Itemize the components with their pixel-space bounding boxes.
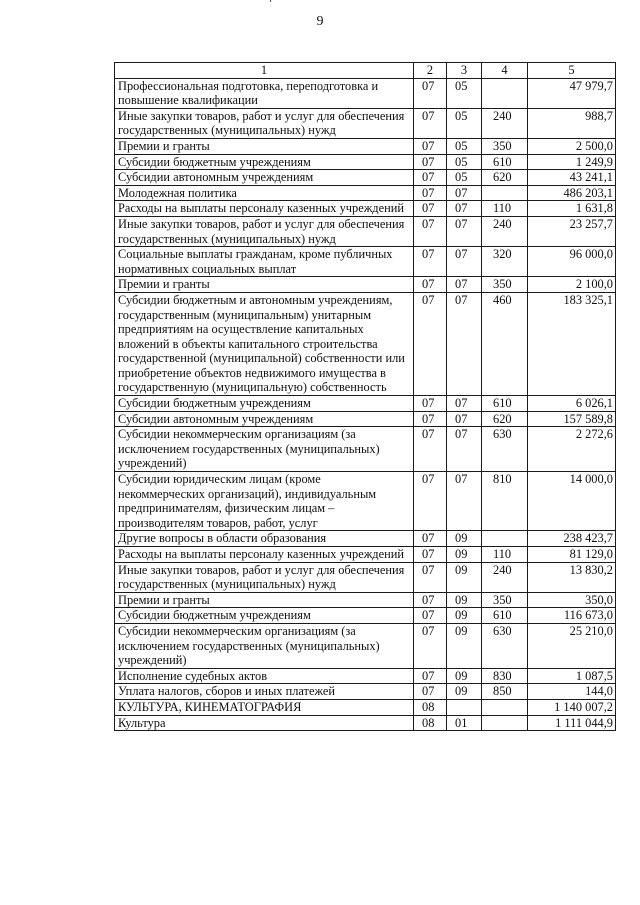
- cell-sum: 1 249,9: [528, 154, 616, 170]
- cell-name: Субсидии автономным учреждениям: [115, 411, 414, 427]
- cell-subsection: 05: [447, 170, 482, 186]
- cell-type: 240: [482, 216, 528, 246]
- table-row: [115, 623, 616, 668]
- cell-name: Субсидии бюджетным учреждениям: [115, 608, 414, 624]
- cell-type: [482, 531, 528, 547]
- cell-section: 07: [414, 562, 447, 592]
- cell-type: 610: [482, 608, 528, 624]
- cell-sum: 96 000,0: [528, 247, 616, 277]
- header-cell-subsection: 3: [447, 63, 482, 79]
- table-row: [115, 608, 616, 624]
- cell-section: 07: [414, 684, 447, 700]
- cell-name: Премии и гранты: [115, 138, 414, 154]
- cell-subsection: 05: [447, 78, 482, 108]
- cell-subsection: 07: [447, 472, 482, 531]
- table-row: [115, 277, 616, 293]
- table-row: [115, 668, 616, 684]
- cell-sum: 2 100,0: [528, 277, 616, 293]
- cell-name: Субсидии бюджетным учреждениям: [115, 396, 414, 412]
- cell-sum: 1 140 007,2: [528, 699, 616, 715]
- cell-name: Культура: [115, 715, 414, 731]
- table-row: [115, 216, 616, 246]
- table-row: [115, 699, 616, 715]
- table-row: [115, 411, 616, 427]
- cell-type: 240: [482, 562, 528, 592]
- header-cell-section: 2: [414, 63, 447, 79]
- table-row: [115, 547, 616, 563]
- cell-section: 08: [414, 715, 447, 731]
- cell-type: 850: [482, 684, 528, 700]
- header-cell-name: 1: [115, 63, 414, 79]
- cell-subsection: 09: [447, 592, 482, 608]
- cell-sum: 144,0: [528, 684, 616, 700]
- table-row: [115, 562, 616, 592]
- scan-mark: [270, 0, 271, 2]
- cell-subsection: 09: [447, 623, 482, 668]
- cell-subsection: 09: [447, 562, 482, 592]
- cell-section: 07: [414, 247, 447, 277]
- cell-sum: 157 589,8: [528, 411, 616, 427]
- table-row: [115, 108, 616, 138]
- table-row: [115, 427, 616, 472]
- page-number: 9: [316, 14, 324, 29]
- cell-sum: 116 673,0: [528, 608, 616, 624]
- cell-sum: 2 500,0: [528, 138, 616, 154]
- table-row: [115, 201, 616, 217]
- cell-type: 630: [482, 427, 528, 472]
- header-row: [115, 63, 616, 79]
- cell-name: Иные закупки товаров, работ и услуг для обеспечения государственных (муниципальных) нужд: [115, 108, 414, 138]
- cell-subsection: 07: [447, 201, 482, 217]
- cell-subsection: [447, 699, 482, 715]
- cell-type: 110: [482, 547, 528, 563]
- table-row: [115, 715, 616, 731]
- cell-sum: 23 257,7: [528, 216, 616, 246]
- table-row: [115, 170, 616, 186]
- cell-name: Расходы на выплаты персоналу казенных учреждений: [115, 547, 414, 563]
- cell-name: Другие вопросы в области образования: [115, 531, 414, 547]
- cell-subsection: 09: [447, 684, 482, 700]
- cell-name: Субсидии некоммерческим организациям (за исключением государственных (муниципальных) учреждений): [115, 427, 414, 472]
- cell-name: Премии и гранты: [115, 592, 414, 608]
- cell-section: 07: [414, 608, 447, 624]
- cell-section: 07: [414, 154, 447, 170]
- cell-type: [482, 715, 528, 731]
- cell-section: 07: [414, 592, 447, 608]
- cell-sum: 6 026,1: [528, 396, 616, 412]
- cell-type: [482, 78, 528, 108]
- cell-section: 07: [414, 427, 447, 472]
- cell-subsection: 09: [447, 608, 482, 624]
- cell-subsection: 07: [447, 185, 482, 201]
- cell-type: 350: [482, 592, 528, 608]
- cell-sum: 14 000,0: [528, 472, 616, 531]
- cell-sum: 183 325,1: [528, 292, 616, 395]
- table-row: [115, 154, 616, 170]
- cell-sum: 1 087,5: [528, 668, 616, 684]
- cell-sum: 81 129,0: [528, 547, 616, 563]
- cell-subsection: 09: [447, 531, 482, 547]
- cell-section: 07: [414, 623, 447, 668]
- cell-type: 240: [482, 108, 528, 138]
- cell-section: 07: [414, 78, 447, 108]
- cell-subsection: 07: [447, 216, 482, 246]
- cell-name: Субсидии юридическим лицам (кроме некоммерческих организаций), индивидуальным предпринимателям, физическим лицам – производителям товаров, работ, услуг: [115, 472, 414, 531]
- cell-name: Субсидии некоммерческим организациям (за исключением государственных (муниципальных) учреждений): [115, 623, 414, 668]
- cell-sum: 43 241,1: [528, 170, 616, 186]
- cell-subsection: 01: [447, 715, 482, 731]
- cell-name: Субсидии бюджетным учреждениям: [115, 154, 414, 170]
- cell-section: 07: [414, 216, 447, 246]
- cell-type: 320: [482, 247, 528, 277]
- budget-table: [114, 62, 616, 731]
- cell-sum: 988,7: [528, 108, 616, 138]
- table-row: [115, 78, 616, 108]
- cell-section: 07: [414, 277, 447, 293]
- cell-section: 07: [414, 472, 447, 531]
- cell-name: Исполнение судебных актов: [115, 668, 414, 684]
- cell-name: Профессиональная подготовка, переподготовка и повышение квалификации: [115, 78, 414, 108]
- table-row: [115, 472, 616, 531]
- table-row: [115, 531, 616, 547]
- table-row: [115, 138, 616, 154]
- cell-type: 830: [482, 668, 528, 684]
- table-row: [115, 292, 616, 395]
- cell-section: 07: [414, 411, 447, 427]
- cell-name: Социальные выплаты гражданам, кроме публичных нормативных социальных выплат: [115, 247, 414, 277]
- cell-section: 08: [414, 699, 447, 715]
- cell-name: Молодежная политика: [115, 185, 414, 201]
- cell-section: 07: [414, 531, 447, 547]
- cell-type: 350: [482, 138, 528, 154]
- table-row: [115, 185, 616, 201]
- cell-subsection: 07: [447, 292, 482, 395]
- cell-section: 07: [414, 668, 447, 684]
- cell-name: КУЛЬТУРА, КИНЕМАТОГРАФИЯ: [115, 699, 414, 715]
- cell-subsection: 09: [447, 668, 482, 684]
- cell-type: 630: [482, 623, 528, 668]
- cell-subsection: 07: [447, 247, 482, 277]
- cell-name: Премии и гранты: [115, 277, 414, 293]
- table-body: [115, 78, 616, 731]
- cell-name: Иные закупки товаров, работ и услуг для обеспечения государственных (муниципальных) нужд: [115, 216, 414, 246]
- cell-type: 350: [482, 277, 528, 293]
- cell-type: 110: [482, 201, 528, 217]
- cell-subsection: 07: [447, 411, 482, 427]
- cell-type: 460: [482, 292, 528, 395]
- cell-subsection: 07: [447, 427, 482, 472]
- cell-name: Субсидии автономным учреждениям: [115, 170, 414, 186]
- table-row: [115, 396, 616, 412]
- cell-subsection: 07: [447, 396, 482, 412]
- cell-sum: 1 631,8: [528, 201, 616, 217]
- cell-section: 07: [414, 170, 447, 186]
- cell-sum: 238 423,7: [528, 531, 616, 547]
- cell-sum: 486 203,1: [528, 185, 616, 201]
- cell-name: Иные закупки товаров, работ и услуг для обеспечения государственных (муниципальных) нужд: [115, 562, 414, 592]
- cell-name: Уплата налогов, сборов и иных платежей: [115, 684, 414, 700]
- cell-section: 07: [414, 185, 447, 201]
- header-cell-sum: 5: [528, 63, 616, 79]
- table-row: [115, 247, 616, 277]
- cell-sum: 350,0: [528, 592, 616, 608]
- cell-section: 07: [414, 292, 447, 395]
- cell-subsection: 05: [447, 138, 482, 154]
- cell-section: 07: [414, 108, 447, 138]
- cell-sum: 2 272,6: [528, 427, 616, 472]
- cell-section: 07: [414, 138, 447, 154]
- cell-type: 620: [482, 170, 528, 186]
- table-row: [115, 592, 616, 608]
- cell-type: [482, 699, 528, 715]
- cell-type: 610: [482, 396, 528, 412]
- cell-subsection: 09: [447, 547, 482, 563]
- cell-subsection: 07: [447, 277, 482, 293]
- cell-subsection: 05: [447, 154, 482, 170]
- cell-section: 07: [414, 547, 447, 563]
- cell-name: Субсидии бюджетным и автономным учреждениям, государственным (муниципальным) унитарным предприятиям на осуществление капитальных вложений в объекты капитального строительства государственной (муниципальной) собственности или приобретение объектов недвижимого имущества в государственную (муниципальную) собственность: [115, 292, 414, 395]
- cell-type: 620: [482, 411, 528, 427]
- header-cell-type: 4: [482, 63, 528, 79]
- cell-section: 07: [414, 396, 447, 412]
- cell-name: Расходы на выплаты персоналу казенных учреждений: [115, 201, 414, 217]
- cell-type: 810: [482, 472, 528, 531]
- cell-section: 07: [414, 201, 447, 217]
- table-row: [115, 684, 616, 700]
- cell-type: [482, 185, 528, 201]
- cell-subsection: 05: [447, 108, 482, 138]
- cell-type: 610: [482, 154, 528, 170]
- cell-sum: 13 830,2: [528, 562, 616, 592]
- cell-sum: 1 111 044,9: [528, 715, 616, 731]
- cell-sum: 47 979,7: [528, 78, 616, 108]
- cell-sum: 25 210,0: [528, 623, 616, 668]
